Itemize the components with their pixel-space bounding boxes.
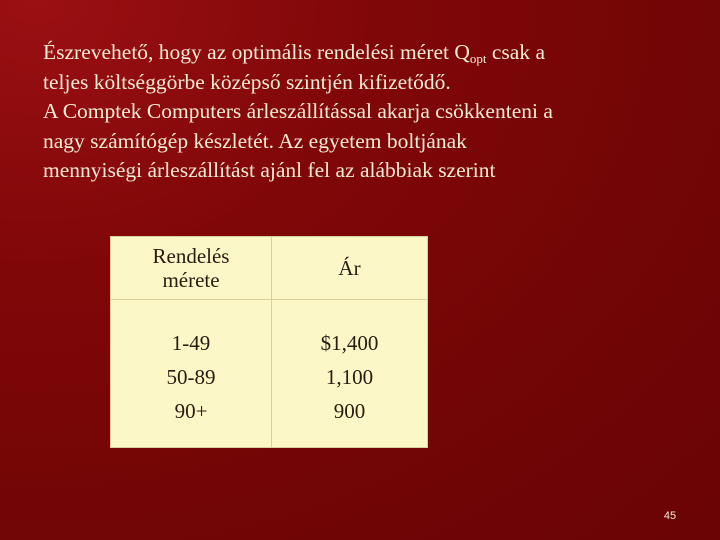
header-order-size-line1: Rendelés [152,244,230,268]
price-value: 1,100 [325,365,374,389]
text-line-5: mennyiségi árleszállítást ajánl fel az alábbiak szerint [43,158,496,182]
table-data-row [111,300,428,448]
header-order-size [111,237,272,300]
order-size-value: 1-49 [171,331,211,355]
order-size-value: 90+ [174,399,208,423]
text-line-1-start: Észrevehető, hogy az optimális rendelési méret Q [43,40,470,64]
price-value: $1,400 [320,331,379,355]
body-paragraph [43,38,693,186]
text-line-1-end: csak a [486,40,545,64]
order-size-column [111,300,272,448]
q-opt-subscript: opt [469,51,487,66]
header-price: Ár [272,237,428,300]
header-order-size-line2: mérete [162,268,220,292]
price-column [272,300,428,448]
text-line-2: teljes költséggörbe középső szintjén kifizetődő. [43,69,451,94]
text-line-3: A Comptek Computers árleszállítással akarja csökkenteni a [43,99,553,123]
discount-price-table [110,236,428,448]
order-size-value: 50-89 [166,365,216,389]
page-number: 45 [663,510,677,522]
price-value: 900 [333,399,366,423]
text-line-1 [43,38,693,68]
text-line-4: nagy számítógép készletét. Az egyetem boltjának [43,128,467,153]
table-header-row [111,237,428,300]
